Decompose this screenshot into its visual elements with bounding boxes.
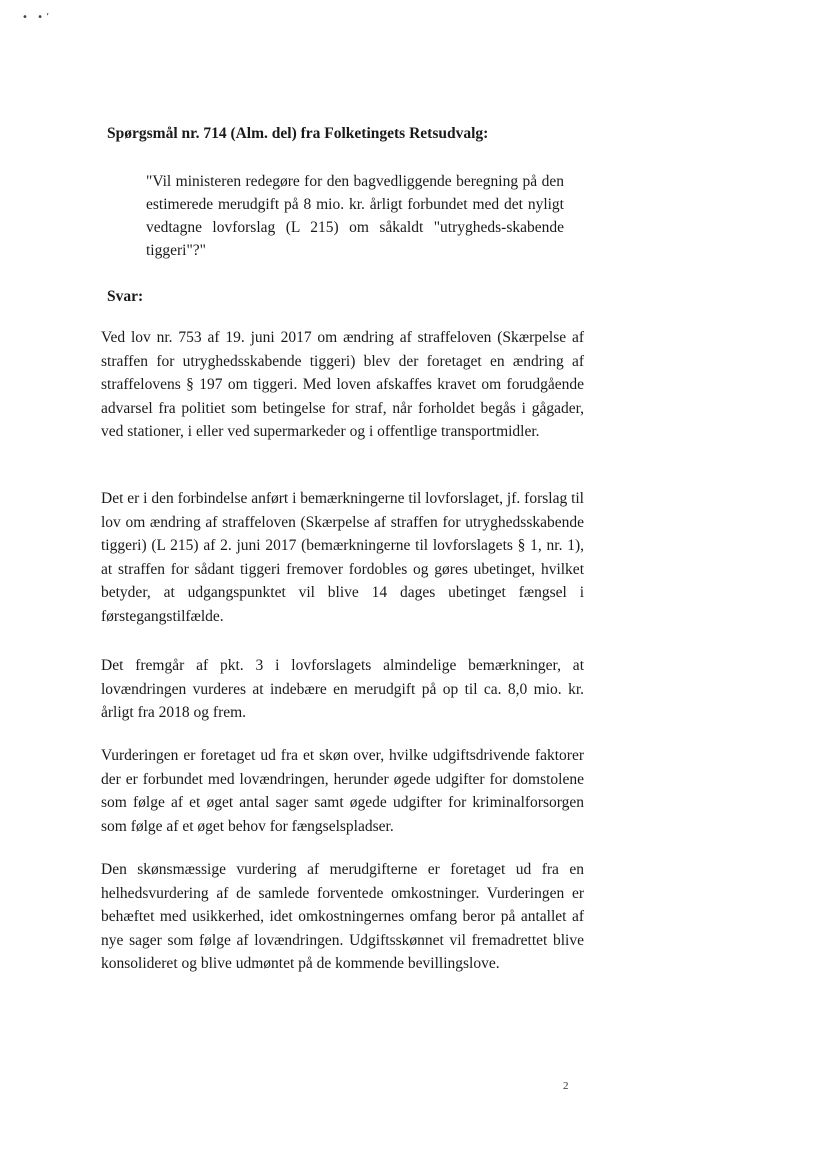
answer-paragraph: Ved lov nr. 753 af 19. juni 2017 om ændring af straffeloven (Skærpelse af straffen for utryghedsskabende tiggeri) blev der foretaget en ændring af straffelovens § 197 om tiggeri. Med loven afskaffes kravet om forudgående advarsel fra politiet som betingelse for straf, når forholdet begås i gågader, ved stationer, i eller ved supermarkeder og i offentlige transportmidler. xyxy=(101,329,584,440)
answer-paragraph: Vurderingen er foretaget ud fra et skøn over, hvilke udgiftsdrivende faktorer der er forbundet med lovændringen, herunder øgede udgifter for domstolene som følge af et øget antal sager samt øgede udgifter for kriminalforsorgen som følge af et øget behov for fængselspladser. xyxy=(101,747,584,835)
question-quote: "Vil ministeren redegøre for den bagvedliggende beregning på den estimerede merudgift på 8 mio. kr. årligt forbundet med det nyligt vedtagne lovforslag (L 215) om såkaldt "utrygheds-skabende tiggeri"?" xyxy=(146,173,564,259)
answer-paragraph: Det er i den forbindelse anført i bemærkningerne til lovforslaget, jf. forslag til lov om ændring af straffeloven (Skærpelse af straffen for utryghedsskabende tiggeri) (L 215) af 2. juni 2017 (bemærkningerne til lovforslagets § 1, nr. 1), at straffen for sådant tiggeri fremover fordobles og gøres ubetinget, hvilket betyder, at udgangspunktet vil blive 14 dages ubetinget fængsel i førstegangstilfælde. xyxy=(101,490,584,625)
answer-paragraph: Den skønsmæssige vurdering af merudgifterne er foretaget ud fra en helhedsvurdering af de samlede forventede omkostninger. Vurderingen er behæftet med usikkerhed, idet omkostningernes omfang beror på antallet af nye sager som følge af lovændringen. Udgiftsskønnet vil fremadrettet blive konsolideret og blive udmøntet på de kommende bevillingslove. xyxy=(101,861,584,972)
page-number: 2 xyxy=(563,1080,569,1092)
question-heading: Spørgsmål nr. 714 (Alm. del) fra Folketingets Retsudvalg: xyxy=(107,125,489,142)
scan-artifact: • •’ xyxy=(22,12,53,23)
answer-label: Svar: xyxy=(107,288,144,305)
answer-paragraph: Det fremgår af pkt. 3 i lovforslagets almindelige bemærkninger, at lovændringen vurderes at indebære en merudgift på op til ca. 8,0 mio. kr. årligt fra 2018 og frem. xyxy=(101,657,584,721)
